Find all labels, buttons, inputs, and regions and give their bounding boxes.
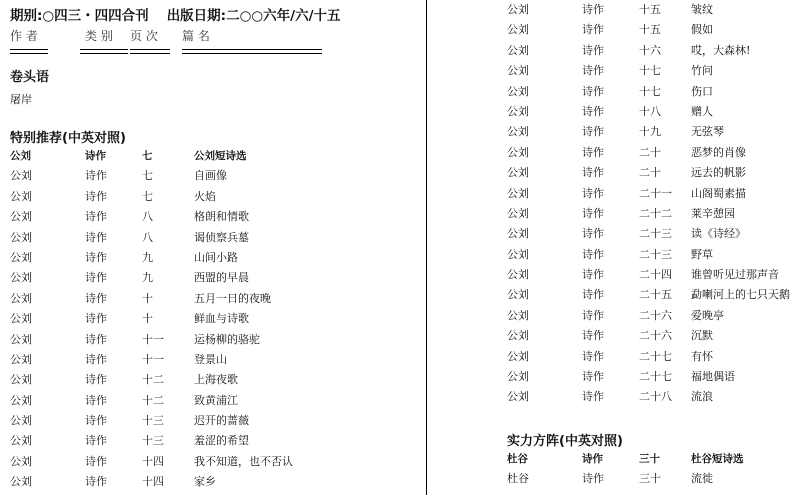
- entry-author: 公刘: [10, 210, 32, 224]
- entry-author: 公刘: [507, 247, 529, 261]
- entry-title: 山阁蜀素描: [691, 186, 746, 200]
- entry-title: 莱辛憩园: [691, 206, 735, 220]
- entry-page: 七: [142, 150, 153, 162]
- entry-author: 公刘: [507, 268, 529, 282]
- entry-title: 上海夜歌: [194, 373, 238, 387]
- entry-page: 十: [142, 312, 153, 326]
- list-item: [10, 292, 420, 312]
- list-item: [507, 44, 797, 64]
- entry-title: 福地偶语: [691, 370, 735, 384]
- entry-author: 公刘: [507, 206, 529, 220]
- entry-page: 十二: [142, 373, 164, 387]
- col-category-header: 类 别: [85, 29, 113, 43]
- entry-title: 杜谷短诗选: [691, 453, 744, 465]
- entry-author: 公刘: [10, 271, 32, 285]
- entry-page: 三十: [639, 453, 660, 465]
- entry-page: 十三: [142, 434, 164, 448]
- double-rule-author: [10, 49, 48, 54]
- entry-page: 二十七: [639, 349, 672, 363]
- entry-author: 公刘: [507, 23, 529, 37]
- entry-category: 诗作: [582, 125, 604, 139]
- entry-page: 十三: [142, 414, 164, 428]
- entry-page: 八: [142, 230, 153, 244]
- entry-category: 诗作: [582, 186, 604, 200]
- entry-title: 我不知道，也不否认: [194, 454, 293, 468]
- entry-author: 公刘: [507, 227, 529, 241]
- entry-category: 诗作: [582, 308, 604, 322]
- entry-page: 十六: [639, 43, 661, 57]
- strength-list: [507, 452, 797, 493]
- entry-page: 二十四: [639, 268, 672, 282]
- entry-author: 公刘: [10, 150, 31, 162]
- entry-title: 皱纹: [691, 3, 713, 16]
- list-item: [10, 333, 420, 353]
- entry-category: 诗作: [582, 349, 604, 363]
- entry-category: 诗作: [582, 472, 604, 486]
- entry-author: 公刘: [10, 475, 32, 489]
- list-item: [10, 231, 420, 251]
- list-item: [10, 414, 420, 434]
- entry-category: 诗作: [582, 370, 604, 384]
- featured-list: [10, 149, 420, 496]
- entry-page: 二十五: [639, 288, 672, 302]
- list-item: [10, 475, 420, 495]
- entry-title: 致黄浦江: [194, 393, 238, 407]
- entry-category: 诗作: [85, 250, 107, 264]
- entry-author: 公刘: [10, 250, 32, 264]
- entry-author: 公刘: [10, 434, 32, 448]
- entry-author: 公刘: [10, 230, 32, 244]
- entry-category: 诗作: [582, 247, 604, 261]
- entry-category: 诗作: [85, 373, 107, 387]
- entry-author: 公刘: [10, 373, 32, 387]
- entry-page: 十四: [142, 454, 164, 468]
- entry-page: 十五: [639, 23, 661, 37]
- entry-author: 公刘: [507, 125, 529, 139]
- entry-category: 诗作: [582, 390, 604, 404]
- list-item: [507, 248, 797, 268]
- entry-author: 公刘: [507, 3, 529, 16]
- entry-page: 二十六: [639, 329, 672, 343]
- section-editorial-title: 卷头语: [10, 70, 50, 85]
- entry-author: 公刘: [507, 43, 529, 57]
- entry-author: 公刘: [10, 332, 32, 346]
- list-item: [507, 207, 797, 227]
- list-item: [507, 23, 797, 43]
- list-item: [507, 452, 797, 472]
- entry-title: 运杨柳的骆驼: [194, 332, 260, 346]
- entry-author: 公刘: [10, 454, 32, 468]
- list-item: [10, 373, 420, 393]
- col-author-header: 作 者: [10, 29, 38, 43]
- entry-category: 诗作: [582, 166, 604, 180]
- entry-page: 十五: [639, 3, 661, 16]
- entry-author: 公刘: [507, 166, 529, 180]
- entry-category: 诗作: [582, 206, 604, 220]
- entry-category: 诗作: [582, 23, 604, 37]
- entry-page: 十四: [142, 475, 164, 489]
- entry-category: 诗作: [85, 291, 107, 305]
- entry-author: 公刘: [507, 308, 529, 322]
- entry-page: 二十: [639, 145, 661, 159]
- entry-title: 迟开的蔷薇: [194, 414, 249, 428]
- entry-author: 公刘: [507, 104, 529, 118]
- entry-author: 公刘: [10, 291, 32, 305]
- list-item: [507, 125, 797, 145]
- entry-author: 公刘: [507, 186, 529, 200]
- double-rule-page: [130, 49, 170, 54]
- column-divider: [426, 0, 427, 495]
- list-item: [507, 309, 797, 329]
- issue-value: ○四三・四四合刊: [42, 8, 149, 24]
- list-item: [507, 187, 797, 207]
- entry-category: 诗作: [582, 3, 604, 16]
- entry-page: 十七: [639, 84, 661, 98]
- entry-category: 诗作: [582, 104, 604, 118]
- entry-title: 西盟的早晨: [194, 271, 249, 285]
- entry-author: 公刘: [507, 390, 529, 404]
- list-item: [10, 394, 420, 414]
- entry-category: 诗作: [85, 414, 107, 428]
- list-item: [507, 105, 797, 125]
- column-headers: [10, 27, 420, 53]
- list-item: [10, 353, 420, 373]
- entry-page: 八: [142, 210, 153, 224]
- double-rule-title: [182, 49, 322, 54]
- entry-title: 远去的帆影: [691, 166, 746, 180]
- entry-author: 公刘: [507, 288, 529, 302]
- entry-title: 沉默: [691, 329, 713, 343]
- entry-category: 诗作: [85, 454, 107, 468]
- entry-title: 家乡: [194, 475, 216, 489]
- double-rule-category: [80, 49, 128, 54]
- list-item: [507, 350, 797, 370]
- list-item: [507, 268, 797, 288]
- entry-title: 竹问: [691, 64, 713, 78]
- list-item: [507, 329, 797, 349]
- entry-category: 诗作: [582, 145, 604, 159]
- entry-title: 哎，大森林!: [691, 43, 751, 57]
- entry-title: 赠人: [691, 104, 713, 118]
- list-item: [507, 390, 797, 410]
- date-value: 二○○六年/六/十五: [226, 8, 341, 24]
- continued-list: [507, 3, 797, 411]
- entry-page: 二十二: [639, 206, 672, 220]
- list-item: [507, 370, 797, 390]
- entry-title: 格朗和情歌: [194, 210, 249, 224]
- entry-category: 诗作: [85, 271, 107, 285]
- entry-title: 火焰: [194, 189, 216, 203]
- entry-page: 十一: [142, 352, 164, 366]
- entry-title: 流浪: [691, 390, 713, 404]
- entry-title: 鲜血与诗歌: [194, 312, 249, 326]
- col-title-header: 篇 名: [182, 29, 210, 43]
- entry-category: 诗作: [582, 43, 604, 57]
- list-item: [507, 146, 797, 166]
- list-item: [507, 166, 797, 186]
- entry-category: 诗作: [85, 434, 107, 448]
- issue-info: [10, 4, 341, 24]
- list-item: [10, 271, 420, 291]
- entry-page: 三十: [639, 472, 661, 486]
- entry-author: 杜谷: [507, 453, 528, 465]
- issue-label: 期别:: [10, 8, 43, 24]
- list-item: [10, 455, 420, 475]
- list-item: [507, 3, 797, 23]
- entry-category: 诗作: [582, 268, 604, 282]
- entry-title: 爱晚亭: [691, 308, 724, 322]
- entry-category: 诗作: [85, 312, 107, 326]
- entry-author: 公刘: [507, 370, 529, 384]
- entry-page: 二十一: [639, 186, 672, 200]
- entry-author: 公刘: [507, 64, 529, 78]
- entry-author: 公刘: [10, 414, 32, 428]
- date-label: 出版日期:: [166, 8, 227, 24]
- entry-category: 诗作: [582, 329, 604, 343]
- entry-category: 诗作: [85, 150, 106, 162]
- entry-category: 诗作: [582, 288, 604, 302]
- entry-author: 公刘: [10, 169, 32, 183]
- entry-category: 诗作: [85, 475, 107, 489]
- entry-title: 谒侦察兵墓: [194, 230, 249, 244]
- entry-page: 二十七: [639, 370, 672, 384]
- list-item: [10, 190, 420, 210]
- entry-page: 二十: [639, 166, 661, 180]
- list-item: [10, 169, 420, 189]
- entry-category: 诗作: [85, 189, 107, 203]
- entry-page: 十八: [639, 104, 661, 118]
- entry-title: 伤口: [691, 84, 713, 98]
- list-item: [507, 85, 797, 105]
- entry-page: 七: [142, 189, 153, 203]
- editorial-author: 屠岸: [10, 93, 32, 106]
- section-featured-title: 特别推荐(中英对照): [10, 131, 126, 146]
- list-item: [507, 288, 797, 308]
- entry-title: 假如: [691, 23, 713, 37]
- entry-category: 诗作: [582, 84, 604, 98]
- entry-author: 杜谷: [507, 472, 529, 486]
- entry-page: 二十六: [639, 308, 672, 322]
- entry-title: 五月一日的夜晚: [194, 291, 271, 305]
- entry-title: 流徙: [691, 472, 713, 486]
- entry-category: 诗作: [85, 393, 107, 407]
- entry-title: 山间小路: [194, 250, 238, 264]
- entry-title: 谁曾听见过那声音: [691, 268, 779, 282]
- entry-author: 公刘: [10, 352, 32, 366]
- entry-category: 诗作: [582, 453, 603, 465]
- entry-title: 公刘短诗选: [194, 150, 247, 162]
- col-page-header: 页 次: [130, 29, 158, 43]
- entry-page: 二十三: [639, 227, 672, 241]
- entry-page: 九: [142, 271, 153, 285]
- entry-category: 诗作: [85, 210, 107, 224]
- entry-page: 十: [142, 291, 153, 305]
- entry-page: 十九: [639, 125, 661, 139]
- entry-page: 十一: [142, 332, 164, 346]
- entry-author: 公刘: [507, 349, 529, 363]
- entry-title: 羞涩的希望: [194, 434, 249, 448]
- entry-page: 七: [142, 169, 153, 183]
- list-item: [507, 64, 797, 84]
- entry-category: 诗作: [582, 64, 604, 78]
- entry-author: 公刘: [507, 329, 529, 343]
- entry-page: 二十三: [639, 247, 672, 261]
- list-item: [507, 227, 797, 247]
- list-item: [10, 251, 420, 271]
- entry-page: 二十八: [639, 390, 672, 404]
- list-item: [10, 210, 420, 230]
- entry-author: 公刘: [10, 393, 32, 407]
- list-item: [507, 472, 797, 492]
- entry-title: 自画像: [194, 169, 227, 183]
- entry-title: 读《诗经》: [691, 227, 746, 241]
- entry-author: 公刘: [10, 189, 32, 203]
- list-item: [10, 312, 420, 332]
- entry-page: 十二: [142, 393, 164, 407]
- entry-author: 公刘: [507, 84, 529, 98]
- entry-author: 公刘: [10, 312, 32, 326]
- entry-page: 九: [142, 250, 153, 264]
- entry-title: 登景山: [194, 352, 227, 366]
- entry-category: 诗作: [85, 230, 107, 244]
- section-strength-title: 实力方阵(中英对照): [507, 434, 623, 449]
- entry-category: 诗作: [85, 352, 107, 366]
- entry-title: 野草: [691, 247, 713, 261]
- entry-page: 十七: [639, 64, 661, 78]
- entry-category: 诗作: [85, 169, 107, 183]
- entry-category: 诗作: [85, 332, 107, 346]
- entry-title: 无弦琴: [691, 125, 724, 139]
- entry-title: 恶梦的肖像: [691, 145, 746, 159]
- entry-title: 勐喇河上的七只天鹅: [691, 288, 790, 302]
- entry-author: 公刘: [507, 145, 529, 159]
- list-item: [10, 434, 420, 454]
- list-item: [10, 149, 420, 169]
- entry-title: 有怀: [691, 349, 713, 363]
- entry-category: 诗作: [582, 227, 604, 241]
